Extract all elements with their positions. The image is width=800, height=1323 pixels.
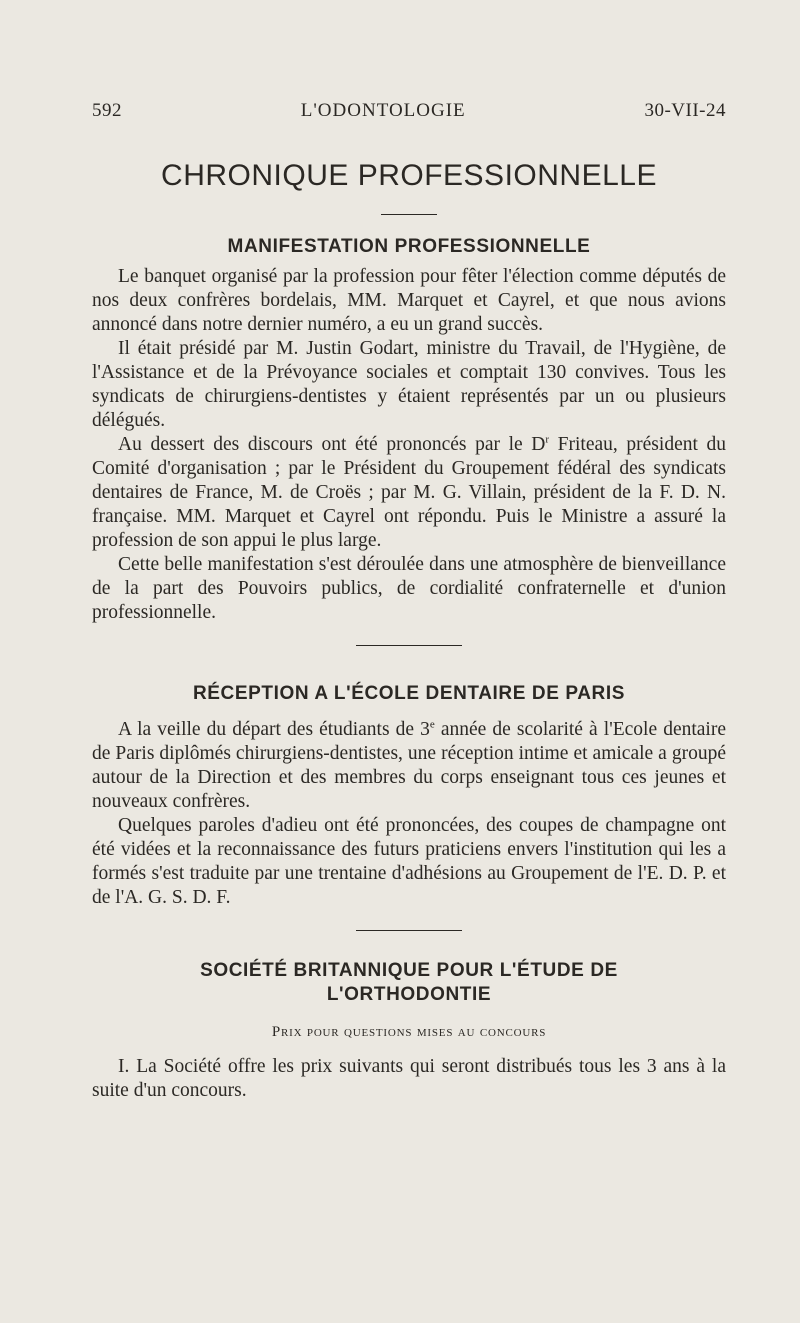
sub-heading: Prix pour questions mises au concours — [271, 1024, 547, 1040]
section-title-reception: RÉCEPTION A L'ÉCOLE DENTAIRE DE PARIS — [192, 683, 626, 704]
paragraph: Au dessert des discours ont été prononcés par le $D^r$ Friteau, président du Comité d'organisation ; par le Président du Groupement fédéral des syndicats dentaires de France, M. de Croës ; par M. G. Villain, président de la F. D. N. française. MM. Marquet et Cayrel ont répondu. Puis le Ministre a assuré la profession de son appui le plus large. — [92, 433, 727, 551]
section-manifestation — [92, 265, 726, 625]
section-divider — [356, 930, 462, 931]
issue-date: 30-VII-24 — [644, 100, 726, 121]
section-title-orthodontie: SOCIÉTÉ BRITANNIQUE POUR L'ÉTUDE DE L'ORTHODONTIE — [200, 960, 618, 1005]
section-divider — [356, 645, 462, 646]
paragraph: Quelques paroles d'adieu ont été prononcées, des coupes de champagne ont été vidées et la reconnaissance des futurs praticiens envers l'institution qui les a formés s'est traduite par une trentaine d'adhésions au Groupement de l'E. D. P. et de l'A. G. S. D. F. — [92, 815, 726, 908]
page-title: CHRONIQUE PROFESSIONNELLE — [161, 159, 657, 192]
paragraph: I. La Société offre les prix suivants qui seront distribués tous les 3 ans à la suite d'un concours. — [92, 1056, 726, 1101]
page — [92, 100, 726, 1103]
section-orthodontie — [92, 1055, 726, 1103]
page-number: 592 — [92, 100, 122, 121]
paragraph: Cette belle manifestation s'est déroulée dans une atmosphère de bienveillance de la part des Pouvoirs publics, de cordialité confraternelle et d'union professionnelle. — [92, 554, 726, 623]
running-head — [92, 100, 726, 128]
paragraph: Il était présidé par M. Justin Godart, ministre du Travail, de l'Hygiène, de l'Assistance et de la Prévoyance sociales et comptait 130 convives. Tous les syndicats de chirurgiens-dentistes y étaient représentés par un ou plusieurs délégués. — [92, 338, 726, 431]
section-title-manifestation: MANIFESTATION PROFESSIONNELLE — [227, 236, 591, 257]
section-reception — [92, 718, 726, 910]
journal-title: L'ODONTOLOGIE — [300, 100, 466, 121]
title-rule — [381, 214, 437, 215]
paragraph: Le banquet organisé par la profession pour fêter l'élection comme députés de nos deux confrères bordelais, MM. Marquet et Cayrel, et que nous avions annoncé dans notre dernier numéro, a eu un grand succès. — [92, 266, 726, 335]
paragraph: A la veille du départ des étudiants de 3e année de scolarité à l'Ecole dentaire de Paris diplômés chirurgiens-dentistes, une réception intime et amicale a groupé autour de la Direction et des membres du corps enseignant tous ces jeunes et nouveaux confrères. — [92, 718, 726, 812]
